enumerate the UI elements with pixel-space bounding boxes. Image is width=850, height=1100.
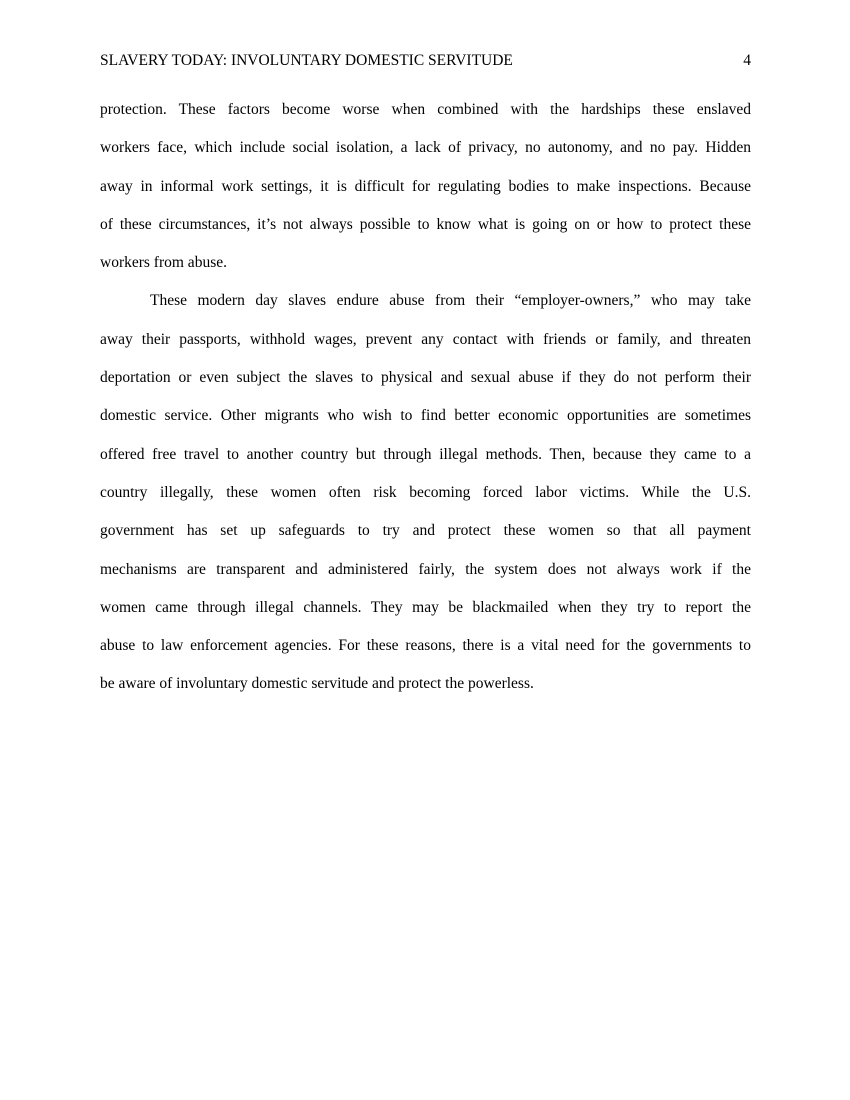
text-line: workers face, which include social isolation, a lack of privacy, no autonomy, and no pay. Hidden xyxy=(100,139,751,157)
running-head-title: SLAVERY TODAY: INVOLUNTARY DOMESTIC SERVITUDE xyxy=(100,52,513,69)
body-text xyxy=(100,100,751,713)
text-line: government has set up safeguards to try and protect these women so that all payment xyxy=(100,522,751,540)
paragraph-continuation xyxy=(100,100,751,291)
running-head xyxy=(100,51,751,71)
text-line: offered free travel to another country but through illegal methods. Then, because they came to a xyxy=(100,445,751,463)
text-line: be aware of involuntary domestic servitude and protect the powerless. xyxy=(100,675,534,693)
text-line: workers from abuse. xyxy=(100,254,227,272)
text-line: domestic service. Other migrants who wish to find better economic opportunities are sometimes xyxy=(100,407,751,425)
text-line: protection. These factors become worse when combined with the hardships these enslaved xyxy=(100,101,751,118)
paragraph-modern-day-slaves xyxy=(100,291,751,712)
text-line: women came through illegal channels. They may be blackmailed when they try to report the xyxy=(100,598,751,616)
page-number: 4 xyxy=(743,52,751,69)
text-line: mechanisms are transparent and administered fairly, the system does not always work if the xyxy=(100,560,751,578)
text-line: country illegally, these women often risk becoming forced labor victims. While the U.S. xyxy=(100,483,751,501)
text-line: deportation or even subject the slaves to physical and sexual abuse if they do not perform their xyxy=(100,369,751,387)
text-line: of these circumstances, it’s not always possible to know what is going on or how to protect these xyxy=(100,215,751,233)
text-line: abuse to law enforcement agencies. For these reasons, there is a vital need for the governments to xyxy=(100,637,751,655)
text-line: These modern day slaves endure abuse from their “employer-owners,” who may take xyxy=(150,292,751,310)
text-line: away their passports, withhold wages, prevent any contact with friends or family, and threaten xyxy=(100,330,751,348)
text-line: away in informal work settings, it is difficult for regulating bodies to make inspections. Because xyxy=(100,177,751,195)
